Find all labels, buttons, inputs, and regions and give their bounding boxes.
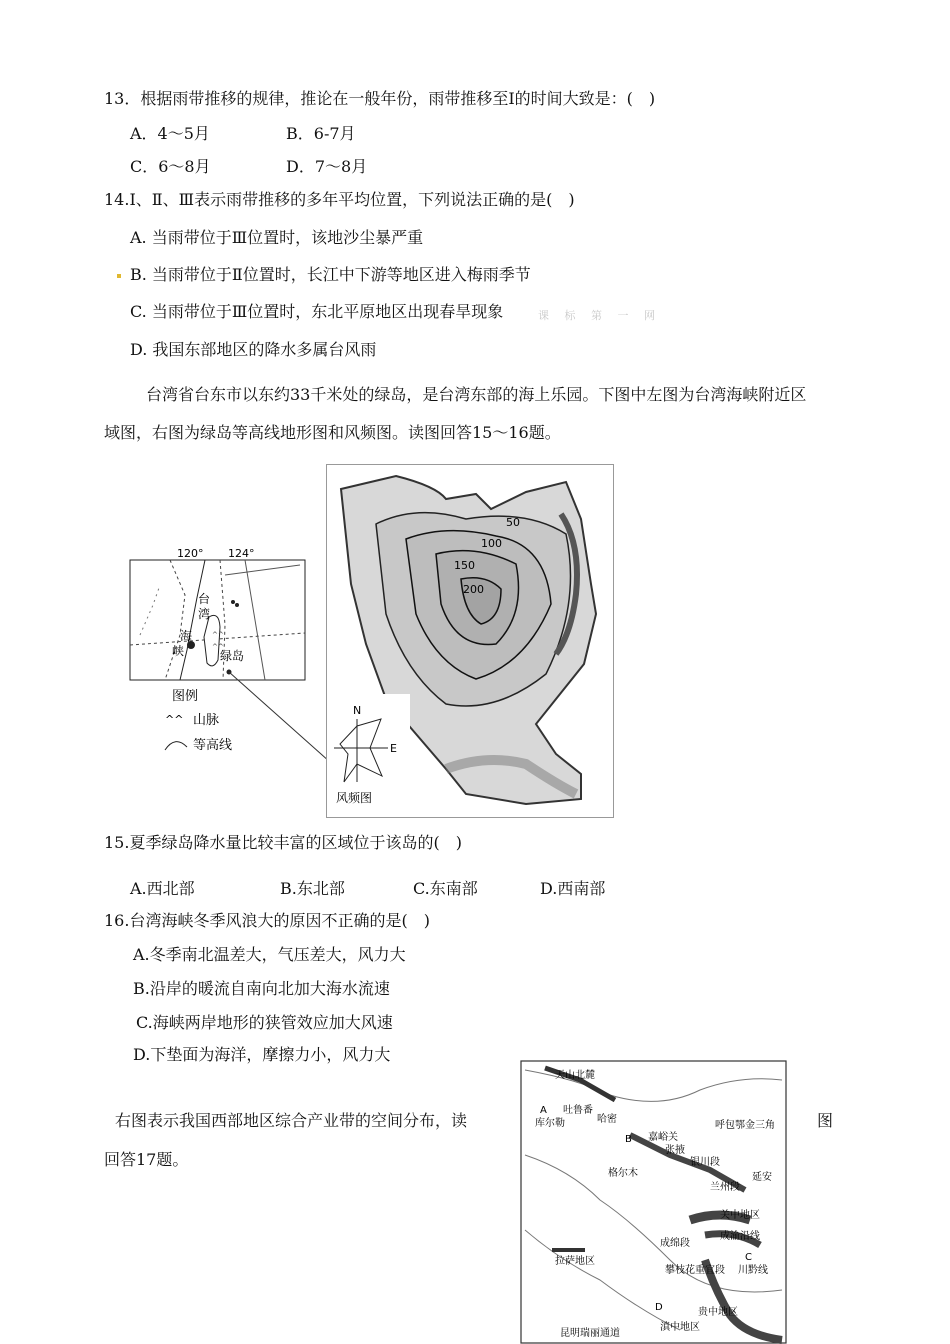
q14-option-a[interactable]: A. 当雨带位于Ⅲ位置时，该地沙尘暴严重 [130, 228, 424, 247]
q14-option-d[interactable]: D. 我国东部地区的降水多属台风雨 [130, 340, 377, 359]
lbl-tulufan: 吐鲁番 [563, 1105, 593, 1116]
lbl-yinchuan: 银川段 [690, 1157, 720, 1168]
marker-dot [117, 274, 121, 278]
svg-text:^^: ^^ [212, 631, 224, 639]
lon-120-label: 120° [177, 547, 204, 560]
intro-15-line1: 台湾省台东市以东约33千米处的绿岛，是台湾东部的海上乐园。下图中左图为台湾海峡附近区 [146, 385, 807, 404]
q16-option-a[interactable]: A.冬季南北温差大，气压差大，风力大 [133, 945, 406, 964]
lbl-C: C [745, 1252, 752, 1263]
lbl-lanzhou: 兰州段 [710, 1182, 740, 1193]
label-green-island: 绿岛 [220, 649, 245, 663]
lbl-chuanqian: 川黔线 [738, 1265, 768, 1276]
lbl-kuerle: 库尔勒 [535, 1118, 565, 1129]
q14-option-c[interactable]: C. 当雨带位于Ⅲ位置时，东北平原地区出现春旱现象 [130, 302, 504, 321]
lbl-chengmian: 成绵段 [660, 1238, 690, 1249]
lbl-guanzhong: 关中地区 [720, 1210, 760, 1221]
q16-stem: 16.台湾海峡冬季风浪大的原因不正确的是( ) [104, 911, 430, 930]
lbl-dianzhong: 滇中地区 [660, 1322, 700, 1333]
legend-title: 图例 [172, 689, 199, 704]
q15-option-a[interactable]: A.西北部 [130, 879, 195, 898]
q16-option-c[interactable]: C.海峡两岸地形的狭管效应加大风速 [136, 1013, 393, 1032]
q16-option-d[interactable]: D.下垫面为海洋，摩擦力小，风力大 [133, 1045, 391, 1064]
q13-option-d[interactable]: D．7～8月 [286, 157, 368, 176]
lbl-panxi: 攀枝花重宜段 [665, 1265, 725, 1276]
wind-caption: 风频图 [336, 791, 373, 805]
lbl-tianshan: 天山北麓 [555, 1070, 595, 1081]
q13-option-c[interactable]: C．6～8月 [130, 157, 211, 176]
east-label: E [390, 742, 397, 755]
callout-line [229, 672, 330, 762]
lbl-hubao: 呼包鄂金三角 [715, 1120, 775, 1131]
lon-124-label: 124° [228, 547, 255, 560]
contour-150: 150 [454, 559, 475, 572]
svg-text:^^: ^^ [212, 643, 224, 651]
watermark: 课 标 第 一 网 [538, 309, 661, 322]
western-industry-map [520, 1060, 788, 1344]
q15-option-d[interactable]: D.西南部 [540, 879, 606, 898]
q14-stem: 14.Ⅰ、Ⅱ、Ⅲ表示雨带推移的多年平均位置，下列说法正确的是( ) [104, 190, 575, 209]
lbl-D: D [655, 1302, 663, 1313]
q13-option-b[interactable]: B．6-7月 [286, 124, 356, 143]
lbl-yanan: 延安 [752, 1172, 772, 1183]
lbl-guizhong: 贵中地区 [698, 1307, 738, 1318]
lbl-A: A [540, 1105, 547, 1116]
lbl-B: B [625, 1134, 632, 1145]
q15-option-c[interactable]: C.东南部 [413, 879, 478, 898]
q13-option-a[interactable]: A．4～5月 [130, 124, 210, 143]
intro-15-line2: 域图，右图为绿岛等高线地形图和风频图。读图回答15～16题。 [104, 423, 561, 442]
label-xia: 峡 [172, 644, 185, 658]
lbl-zhangye: 张掖 [665, 1145, 685, 1156]
lbl-lasa: 拉萨地区 [555, 1256, 595, 1267]
green-island-contour-map [326, 464, 614, 818]
north-label: N [353, 704, 362, 717]
q15-stem: 15.夏季绿岛降水量比较丰富的区域位于该岛的( ) [104, 833, 462, 852]
label-hai: 海 [180, 629, 193, 643]
legend-mountain-icon: ^^ [165, 713, 184, 726]
legend-contour-icon [165, 742, 187, 750]
contour-200: 200 [463, 583, 484, 596]
lbl-geermu: 格尔木 [608, 1168, 638, 1179]
legend-mountain: 山脉 [193, 713, 220, 728]
q13-stem: 13．根据雨带推移的规律，推论在一般年份，雨带推移至Ⅰ的时间大致是：( ) [104, 89, 656, 108]
contour-50: 50 [506, 516, 520, 529]
q14-option-b[interactable]: B. 当雨带位于Ⅱ位置时，长江中下游等地区进入梅雨季节 [130, 265, 531, 284]
intro-17-line1-end: 图 [817, 1111, 834, 1130]
q15-option-b[interactable]: B.东北部 [280, 879, 345, 898]
legend-contour: 等高线 [193, 738, 233, 753]
q16-option-b[interactable]: B.沿岸的暖流自南向北加大海水流速 [133, 979, 390, 998]
lbl-kunming: 昆明瑞丽通道 [560, 1328, 620, 1339]
intro-17-line1: 右图表示我国西部地区综合产业带的空间分布，读 [115, 1111, 468, 1130]
label-tai: 台 [198, 592, 211, 606]
label-wan: 湾 [198, 607, 211, 621]
intro-17-line2: 回答17题。 [104, 1150, 189, 1169]
contour-100: 100 [481, 537, 502, 550]
lbl-hami: 哈密 [597, 1114, 617, 1125]
lbl-jiayuguan: 嘉峪关 [648, 1132, 678, 1143]
lbl-chengyu: 成渝沿线 [720, 1231, 760, 1242]
